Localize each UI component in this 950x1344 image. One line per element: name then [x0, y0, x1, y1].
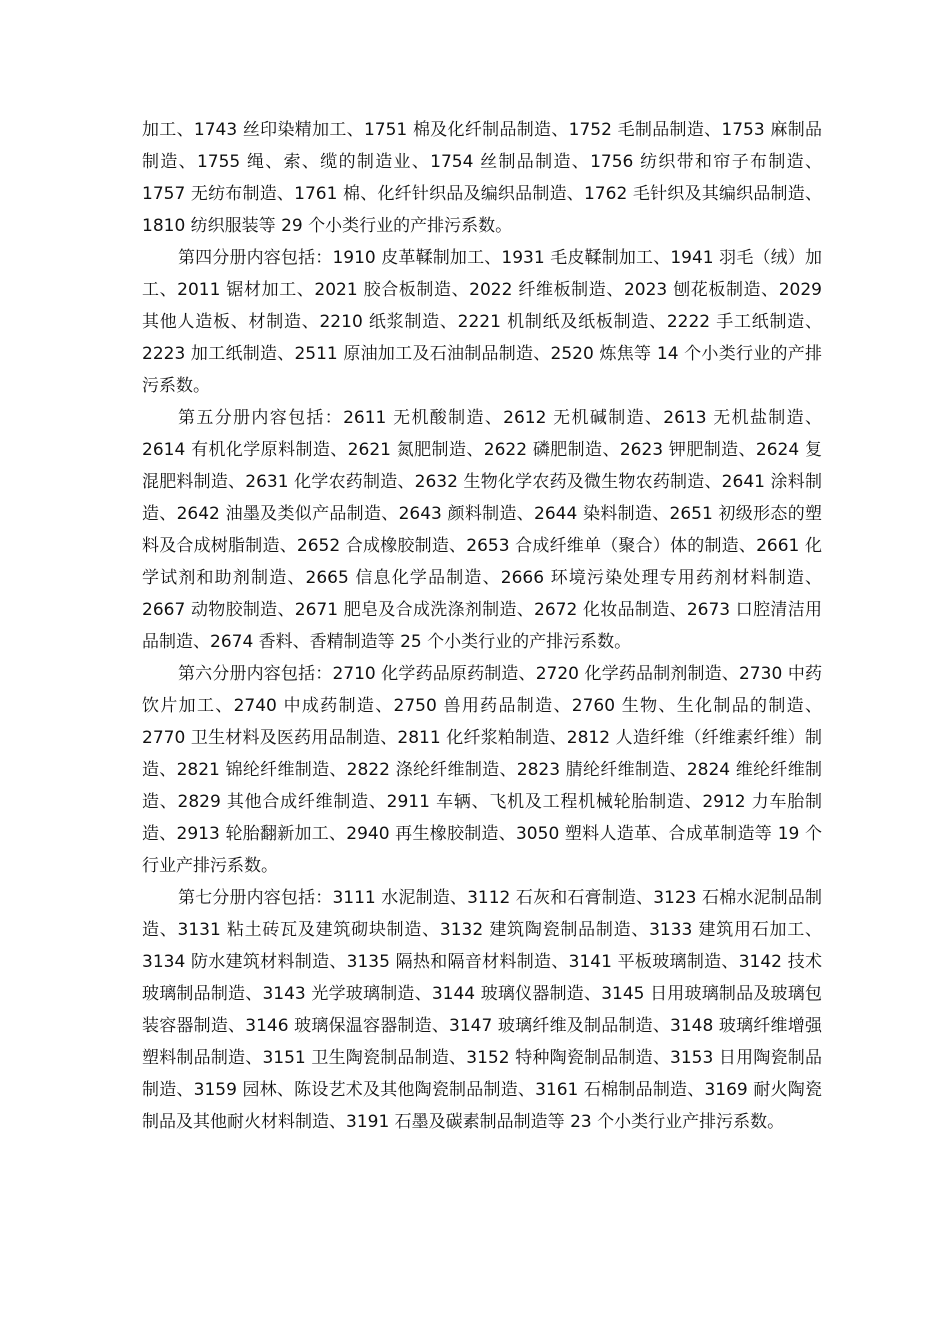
- paragraph-continuation: 加工、1743 丝印染精加工、1751 棉及化纤制品制造、1752 毛制品制造、1753 麻制品制造、1755 绳、索、缆的制造业、1754 丝制品制造、1756 纺织带和帘子布制造、1757 无纺布制造、1761 棉、化纤针织品及编织品制造、1762 毛针织及其编织品制造、1810 纺织服装等 29 个小类行业的产排污系数。: [142, 120, 822, 236]
- paragraph-volume-5: 第五分册内容包括：2611 无机酸制造、2612 无机碱制造、2613 无机盐制造、2614 有机化学原料制造、2621 氮肥制造、2622 磷肥制造、2623 钾肥制造、2624 复混肥料制造、2631 化学农药制造、2632 生物化学农药及微生物农药制造、2641 涂料制造、2642 油墨及类似产品制造、2643 颜料制造、2644 染料制造、2651 初级形态的塑料及合成树脂制造、2652 合成橡胶制造、2653 合成纤维单（聚合）体的制造、2661 化学试剂和助剂制造、2665 信息化学品制造、2666 环境污染处理专用药剂材料制造、2667 动物胶制造、2671 肥皂及合成洗涤剂制造、2672 化妆品制造、2673 口腔清洁用品制造、2674 香料、香精制造等 25 个小类行业的产排污系数。: [142, 408, 822, 652]
- paragraph-volume-4: 第四分册内容包括：1910 皮革鞣制加工、1931 毛皮鞣制加工、1941 羽毛（绒）加工、2011 锯材加工、2021 胶合板制造、2022 纤维板制造、2023 刨花板制造、2029 其他人造板、材制造、2210 纸浆制造、2221 机制纸及纸板制造、2222 手工纸制造、2223 加工纸制造、2511 原油加工及石油制品制造、2520 炼焦等 14 个小类行业的产排污系数。: [142, 248, 822, 396]
- document-body: [142, 114, 822, 1138]
- paragraph-volume-7: 第七分册内容包括：3111 水泥制造、3112 石灰和石膏制造、3123 石棉水泥制品制造、3131 粘土砖瓦及建筑砌块制造、3132 建筑陶瓷制品制造、3133 建筑用石加工、3134 防水建筑材料制造、3135 隔热和隔音材料制造、3141 平板玻璃制造、3142 技术玻璃制品制造、3143 光学玻璃制造、3144 玻璃仪器制造、3145 日用玻璃制品及玻璃包装容器制造、3146 玻璃保温容器制造、3147 玻璃纤维及制品制造、3148 玻璃纤维增强塑料制品制造、3151 卫生陶瓷制品制造、3152 特种陶瓷制品制造、3153 日用陶瓷制品制造、3159 园林、陈设艺术及其他陶瓷制品制造、3161 石棉制品制造、3169 耐火陶瓷制品及其他耐火材料制造、3191 石墨及碳素制品制造等 23 个小类行业产排污系数。: [142, 888, 822, 1132]
- paragraph-volume-6: 第六分册内容包括：2710 化学药品原药制造、2720 化学药品制剂制造、2730 中药饮片加工、2740 中成药制造、2750 兽用药品制造、2760 生物、生化制品的制造、2770 卫生材料及医药用品制造、2811 化纤浆粕制造、2812 人造纤维（纤维素纤维）制造、2821 锦纶纤维制造、2822 涤纶纤维制造、2823 腈纶纤维制造、2824 维纶纤维制造、2829 其他合成纤维制造、2911 车辆、飞机及工程机械轮胎制造、2912 力车胎制造、2913 轮胎翻新加工、2940 再生橡胶制造、3050 塑料人造革、合成革制造等 19 个行业产排污系数。: [142, 664, 822, 876]
